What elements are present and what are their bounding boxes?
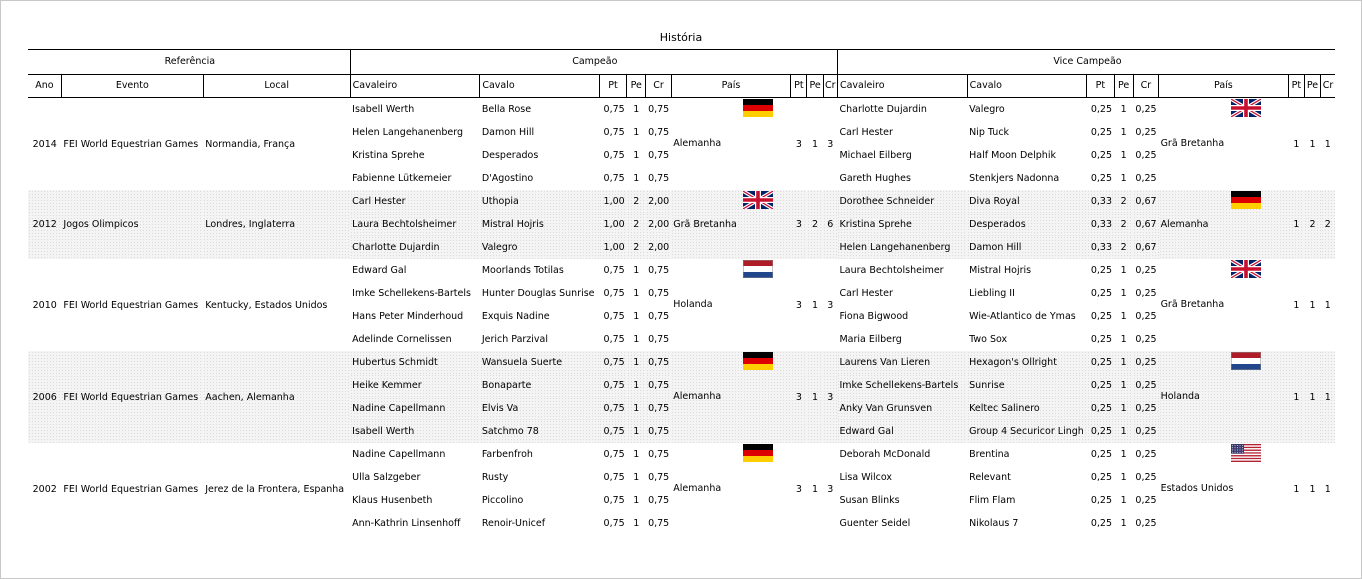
- cell-champion-pais-pe[interactable]: 1: [812, 483, 819, 495]
- cell-champion-pe[interactable]: 1: [633, 449, 640, 460]
- cell-vice-cr[interactable]: 0,25: [1135, 311, 1157, 322]
- cell-vice-cavalo[interactable]: Relevant: [969, 472, 1011, 483]
- cell-vice-cavalo[interactable]: Stenkjers Nadonna: [969, 173, 1060, 184]
- cell-champion-pt[interactable]: 0,75: [603, 334, 625, 345]
- cell-vice-pt[interactable]: 0,33: [1087, 213, 1114, 236]
- cell-champion-cavalo[interactable]: Satchmo 78: [480, 420, 600, 443]
- cell-champion-cavaleiro[interactable]: Nadine Capellmann: [352, 449, 446, 460]
- cell-champion-cr[interactable]: 0,75: [648, 449, 670, 460]
- cell-champion-pt[interactable]: 0,75: [603, 449, 625, 460]
- cell-champion-pt[interactable]: 0,75: [603, 311, 625, 322]
- cell-champion-pe[interactable]: 1: [633, 104, 640, 115]
- cell-champion-cavalo[interactable]: Desperados: [481, 150, 539, 161]
- cell-vice-pe[interactable]: 1: [1120, 150, 1127, 161]
- cell-champion-cavaleiro[interactable]: Isabell Werth: [352, 104, 415, 115]
- cell-champion-pt[interactable]: 0,75: [599, 397, 626, 420]
- country-name: Holanda: [1160, 391, 1200, 402]
- cell-champion-cr[interactable]: 0,75: [648, 150, 670, 161]
- country-name: Grã Bretanha: [1160, 299, 1225, 310]
- cell-champion-cr[interactable]: 0,75: [648, 472, 670, 483]
- cell-vice-pt[interactable]: 0,25: [1090, 518, 1113, 529]
- cell-champion-pais-pt[interactable]: 3: [791, 190, 807, 259]
- table-row: [28, 259, 1335, 282]
- col-champion-pais-cr-header: Cr: [823, 75, 837, 98]
- cell-champion-pt[interactable]: 0,75: [603, 150, 625, 161]
- cell-vice-pais-cr[interactable]: 1: [1324, 138, 1331, 150]
- cell-ano[interactable]: 2014: [32, 138, 57, 150]
- cell-vice-cr[interactable]: 0,25: [1135, 104, 1157, 115]
- flag-icon-uk: [1231, 260, 1261, 287]
- col-vice-pt-header: Pt: [1087, 75, 1114, 98]
- cell-champion-cavaleiro[interactable]: Nadine Capellmann: [350, 397, 480, 420]
- cell-champion-pe[interactable]: 1: [633, 334, 640, 345]
- cell-vice-cavaleiro[interactable]: Guenter Seidel: [839, 518, 911, 529]
- group-header-row: [28, 50, 1335, 75]
- cell-champion-pais-pe[interactable]: 1: [812, 138, 819, 150]
- cell-champion-pais-cr[interactable]: 3: [827, 138, 834, 150]
- cell-vice-cr[interactable]: 0,67: [1133, 190, 1158, 213]
- cell-vice-cavalo[interactable]: Nikolaus 7: [969, 518, 1019, 529]
- cell-champion-cr[interactable]: 0,75: [648, 518, 670, 529]
- table-title: História: [659, 31, 703, 44]
- cell-vice-cavaleiro[interactable]: Fiona Bigwood: [839, 311, 909, 322]
- flag-icon-germany: [743, 352, 773, 379]
- col-vice-cr-header: Cr: [1133, 75, 1158, 98]
- cell-champion-cr[interactable]: 0,75: [648, 173, 670, 184]
- cell-vice-pe[interactable]: 1: [1120, 265, 1127, 276]
- cell-vice-pais[interactable]: [1159, 190, 1289, 259]
- cell-vice-pais[interactable]: [1159, 351, 1289, 443]
- cell-evento[interactable]: FEI World Equestrian Games: [61, 351, 203, 443]
- cell-vice-pt[interactable]: 0,25: [1090, 127, 1113, 138]
- cell-champion-cavalo[interactable]: Renoir-Unicef: [481, 518, 546, 529]
- cell-vice-pais-cr[interactable]: 1: [1321, 351, 1335, 443]
- cell-champion-cavalo[interactable]: Bella Rose: [481, 104, 532, 115]
- cell-vice-pais-pe[interactable]: 1: [1309, 483, 1316, 495]
- cell-champion-pais[interactable]: [671, 98, 791, 191]
- group-campeao-header: Campeão: [350, 50, 837, 75]
- country-name: Alemanha: [673, 391, 722, 402]
- cell-vice-cavaleiro[interactable]: Kristina Sprehe: [837, 213, 967, 236]
- cell-champion-pais[interactable]: [671, 443, 791, 535]
- cell-vice-pais-pe[interactable]: 1: [1304, 351, 1320, 443]
- cell-champion-pe[interactable]: 2: [627, 213, 646, 236]
- cell-champion-cavalo[interactable]: Exquis Nadine: [481, 311, 550, 322]
- cell-champion-pt[interactable]: 0,75: [599, 351, 626, 374]
- country-name: Holanda: [673, 299, 713, 310]
- cell-vice-cr[interactable]: 0,25: [1135, 334, 1157, 345]
- cell-vice-pe[interactable]: 1: [1120, 173, 1127, 184]
- cell-champion-pais[interactable]: [671, 351, 791, 443]
- cell-champion-pais-pe[interactable]: 1: [807, 351, 823, 443]
- cell-champion-cavalo[interactable]: D'Agostino: [481, 173, 534, 184]
- cell-vice-cavalo[interactable]: Nip Tuck: [969, 127, 1010, 138]
- cell-vice-pe[interactable]: 1: [1120, 472, 1127, 483]
- cell-vice-pe[interactable]: 1: [1114, 420, 1133, 443]
- flag-icon-uk: [1231, 99, 1261, 126]
- cell-vice-pe[interactable]: 1: [1120, 334, 1127, 345]
- cell-vice-cavaleiro[interactable]: Susan Blinks: [839, 495, 900, 506]
- cell-champion-pt[interactable]: 0,75: [603, 472, 625, 483]
- cell-champion-pais-pt[interactable]: 3: [795, 483, 802, 495]
- cell-vice-pt[interactable]: 0,25: [1090, 288, 1113, 299]
- cell-local[interactable]: Kentucky, Estados Unidos: [205, 299, 328, 311]
- cell-vice-cavaleiro[interactable]: Gareth Hughes: [839, 173, 911, 184]
- cell-vice-pe[interactable]: 1: [1114, 397, 1133, 420]
- cell-vice-pais-pt[interactable]: 1: [1288, 351, 1304, 443]
- cell-vice-pt[interactable]: 0,25: [1090, 495, 1113, 506]
- cell-vice-pt[interactable]: 0,25: [1087, 397, 1114, 420]
- cell-champion-cavaleiro[interactable]: Charlotte Dujardin: [350, 236, 480, 259]
- cell-champion-pe[interactable]: 1: [633, 288, 640, 299]
- cell-ano[interactable]: 2012: [28, 190, 61, 259]
- cell-vice-cavaleiro[interactable]: Carl Hester: [839, 288, 893, 299]
- cell-vice-pais-pt[interactable]: 1: [1293, 483, 1300, 495]
- cell-champion-pt[interactable]: 0,75: [599, 420, 626, 443]
- cell-vice-cavaleiro[interactable]: Charlotte Dujardin: [839, 104, 927, 115]
- cell-vice-cavaleiro[interactable]: Lisa Wilcox: [839, 472, 893, 483]
- cell-champion-cavaleiro[interactable]: Carl Hester: [350, 190, 480, 213]
- cell-champion-pe[interactable]: 1: [633, 518, 640, 529]
- flag-icon-germany: [1231, 191, 1261, 218]
- cell-vice-cr[interactable]: 0,25: [1133, 351, 1158, 374]
- country-name: Alemanha: [673, 138, 722, 149]
- cell-champion-cavaleiro[interactable]: Edward Gal: [352, 265, 407, 276]
- cell-champion-pais[interactable]: [671, 259, 791, 351]
- country-name: Grã Bretanha: [1160, 138, 1225, 149]
- cell-vice-cr[interactable]: 0,25: [1135, 173, 1157, 184]
- cell-vice-pais-pe[interactable]: 2: [1304, 190, 1320, 259]
- cell-evento[interactable]: Jogos Olimpicos: [61, 190, 203, 259]
- cell-vice-pais-pt[interactable]: 1: [1288, 190, 1304, 259]
- cell-vice-cr[interactable]: 0,25: [1133, 374, 1158, 397]
- cell-champion-cr[interactable]: 0,75: [648, 334, 670, 345]
- cell-vice-cr[interactable]: 0,25: [1135, 449, 1157, 460]
- cell-champion-cavaleiro[interactable]: Isabell Werth: [350, 420, 480, 443]
- cell-champion-cr[interactable]: 2,00: [646, 236, 671, 259]
- flag-icon-uk: [743, 191, 773, 218]
- cell-vice-pe[interactable]: 1: [1114, 374, 1133, 397]
- col-vice-pe-header: Pe: [1114, 75, 1133, 98]
- table-row: [28, 190, 1335, 213]
- cell-vice-cavaleiro[interactable]: Edward Gal: [837, 420, 967, 443]
- cell-champion-cavalo[interactable]: Wansuela Suerte: [480, 351, 600, 374]
- cell-champion-pt[interactable]: 0,75: [603, 288, 625, 299]
- cell-champion-cr[interactable]: 0,75: [646, 397, 671, 420]
- cell-champion-pt[interactable]: 0,75: [603, 265, 625, 276]
- cell-vice-cr[interactable]: 0,25: [1135, 265, 1157, 276]
- cell-champion-cr[interactable]: 0,75: [646, 374, 671, 397]
- cell-champion-pt[interactable]: 0,75: [603, 173, 625, 184]
- cell-champion-cr[interactable]: 2,00: [646, 190, 671, 213]
- cell-vice-cavalo[interactable]: Wie-Atlantico de Ymas: [969, 311, 1076, 322]
- cell-vice-pais-cr[interactable]: 1: [1324, 299, 1331, 311]
- country-name: Alemanha: [1160, 218, 1209, 230]
- cell-vice-cavaleiro[interactable]: Anky Van Grunsven: [837, 397, 967, 420]
- cell-champion-pe[interactable]: 1: [633, 265, 640, 276]
- cell-vice-pais[interactable]: [1159, 443, 1289, 535]
- cell-champion-cavalo[interactable]: Piccolino: [481, 495, 524, 506]
- history-table: [28, 49, 1335, 535]
- cell-champion-cr[interactable]: 0,75: [648, 288, 670, 299]
- cell-champion-cavaleiro[interactable]: Kristina Sprehe: [352, 150, 425, 161]
- cell-vice-pais-pt[interactable]: 1: [1293, 299, 1300, 311]
- cell-vice-cavalo[interactable]: Flim Flam: [969, 495, 1016, 506]
- column-header-row: [28, 75, 1335, 98]
- cell-local[interactable]: Normandia, França: [205, 138, 296, 150]
- cell-vice-pt[interactable]: 0,25: [1087, 420, 1114, 443]
- cell-vice-pt[interactable]: 0,25: [1090, 265, 1113, 276]
- cell-vice-cr[interactable]: 0,25: [1133, 397, 1158, 420]
- cell-evento[interactable]: FEI World Equestrian Games: [63, 299, 199, 311]
- col-champion-pais-pt-header: Pt: [791, 75, 807, 98]
- cell-vice-pais-pt[interactable]: 1: [1293, 138, 1300, 150]
- cell-champion-pe[interactable]: 2: [627, 190, 646, 213]
- cell-vice-pt[interactable]: 0,25: [1090, 173, 1113, 184]
- cell-champion-cavaleiro[interactable]: Imke Schellekens-Bartels: [352, 288, 471, 299]
- cell-champion-pt[interactable]: 0,75: [603, 127, 625, 138]
- cell-champion-cavaleiro[interactable]: Heike Kemmer: [350, 374, 480, 397]
- col-champion-pe-header: Pe: [627, 75, 646, 98]
- cell-local[interactable]: Aachen, Alemanha: [203, 351, 350, 443]
- cell-champion-cavaleiro[interactable]: Adelinde Cornelissen: [352, 334, 452, 345]
- cell-champion-cr[interactable]: 0,75: [648, 265, 670, 276]
- cell-champion-cr[interactable]: 0,75: [648, 495, 670, 506]
- cell-vice-pt[interactable]: 0,25: [1087, 374, 1114, 397]
- col-champion-cavaleiro-header: Cavaleiro: [350, 75, 480, 98]
- cell-champion-cavalo[interactable]: Farbenfroh: [481, 449, 533, 460]
- cell-champion-cr[interactable]: 2,00: [646, 213, 671, 236]
- cell-champion-cavaleiro[interactable]: Ann-Kathrin Linsenhoff: [352, 518, 461, 529]
- cell-champion-cavalo[interactable]: Valegro: [480, 236, 600, 259]
- col-ano-header: Ano: [28, 75, 61, 98]
- cell-vice-pe[interactable]: 1: [1120, 518, 1127, 529]
- cell-vice-cavalo[interactable]: Liebling II: [969, 288, 1015, 299]
- flag-icon-usa: [1231, 444, 1261, 471]
- cell-vice-pe[interactable]: 1: [1120, 311, 1127, 322]
- country-name: Alemanha: [673, 483, 722, 494]
- cell-vice-cr[interactable]: 0,25: [1135, 518, 1157, 529]
- col-champion-pais-pe-header: Pe: [807, 75, 823, 98]
- col-vice-pais-cr-header: Cr: [1321, 75, 1335, 98]
- cell-champion-cr[interactable]: 0,75: [648, 311, 670, 322]
- cell-champion-pais-pt[interactable]: 3: [795, 138, 802, 150]
- cell-champion-pt[interactable]: 0,75: [603, 104, 625, 115]
- cell-vice-pt[interactable]: 0,25: [1090, 472, 1113, 483]
- cell-champion-pe[interactable]: 1: [633, 495, 640, 506]
- group-referencia-header: Referência: [28, 50, 350, 75]
- cell-vice-cavalo[interactable]: Brentina: [969, 449, 1010, 460]
- cell-vice-pe[interactable]: 2: [1114, 236, 1133, 259]
- col-champion-pt-header: Pt: [599, 75, 626, 98]
- cell-vice-cavaleiro[interactable]: Laura Bechtolsheimer: [839, 265, 944, 276]
- cell-ano[interactable]: 2006: [28, 351, 61, 443]
- cell-vice-cavalo[interactable]: Mistral Hojris: [969, 265, 1032, 276]
- cell-champion-pe[interactable]: 1: [627, 397, 646, 420]
- cell-evento[interactable]: FEI World Equestrian Games: [63, 138, 199, 150]
- cell-champion-cavalo[interactable]: Uthopia: [480, 190, 600, 213]
- col-local-header: Local: [203, 75, 350, 98]
- cell-champion-pt[interactable]: 1,00: [599, 190, 626, 213]
- cell-champion-cavaleiro[interactable]: Klaus Husenbeth: [352, 495, 433, 506]
- cell-vice-cr[interactable]: 0,25: [1135, 288, 1157, 299]
- cell-vice-pais[interactable]: [1159, 98, 1289, 191]
- flag-icon-germany: [743, 444, 773, 471]
- col-vice-pais-pe-header: Pe: [1304, 75, 1320, 98]
- cell-local[interactable]: Londres, Inglaterra: [203, 190, 350, 259]
- cell-ano[interactable]: 2002: [32, 483, 57, 495]
- cell-vice-cavalo[interactable]: Keltec Salinero: [967, 397, 1087, 420]
- cell-champion-cr[interactable]: 0,75: [648, 104, 670, 115]
- cell-champion-cavaleiro[interactable]: Laura Bechtolsheimer: [350, 213, 480, 236]
- cell-vice-cavalo[interactable]: Sunrise: [967, 374, 1087, 397]
- col-vice-cavalo-header: Cavalo: [967, 75, 1087, 98]
- cell-champion-pe[interactable]: 1: [633, 311, 640, 322]
- cell-vice-pe[interactable]: 2: [1114, 213, 1133, 236]
- cell-vice-cavalo[interactable]: Group 4 Securicor Lingh: [967, 420, 1087, 443]
- cell-champion-pe[interactable]: 1: [633, 150, 640, 161]
- cell-champion-cavalo[interactable]: Bonaparte: [480, 374, 600, 397]
- cell-vice-cavaleiro[interactable]: Imke Schellekens-Bartels: [837, 374, 967, 397]
- cell-champion-pe[interactable]: 1: [633, 472, 640, 483]
- cell-champion-pt[interactable]: 0,75: [603, 495, 625, 506]
- cell-champion-cavalo[interactable]: Hunter Douglas Sunrise: [481, 288, 595, 299]
- cell-champion-cavaleiro[interactable]: Hubertus Schmidt: [350, 351, 480, 374]
- cell-vice-pais-cr[interactable]: 1: [1324, 483, 1331, 495]
- cell-champion-pt[interactable]: 0,75: [599, 374, 626, 397]
- col-vice-pais-pt-header: Pt: [1288, 75, 1304, 98]
- country-name: Estados Unidos: [1160, 483, 1234, 494]
- cell-vice-pt[interactable]: 0,25: [1090, 334, 1113, 345]
- col-vice-cavaleiro-header: Cavaleiro: [837, 75, 967, 98]
- cell-local[interactable]: Jerez de la Frontera, Espanha: [205, 483, 345, 495]
- cell-champion-pais-pe[interactable]: 1: [812, 299, 819, 311]
- cell-vice-pt[interactable]: 0,25: [1087, 351, 1114, 374]
- table-row: [28, 98, 1335, 122]
- cell-champion-cr[interactable]: 0,75: [648, 127, 670, 138]
- cell-champion-cavalo[interactable]: Rusty: [481, 472, 509, 483]
- cell-champion-pais[interactable]: [671, 190, 791, 259]
- group-vice-header: Vice Campeão: [837, 50, 1335, 75]
- cell-vice-cavalo[interactable]: Damon Hill: [967, 236, 1087, 259]
- cell-champion-pais-cr[interactable]: 3: [827, 299, 834, 311]
- cell-champion-cavaleiro[interactable]: Helen Langehanenberg: [352, 127, 464, 138]
- cell-vice-pais[interactable]: [1159, 259, 1289, 351]
- cell-champion-pe[interactable]: 1: [633, 173, 640, 184]
- cell-champion-cavalo[interactable]: Elvis Va: [480, 397, 600, 420]
- history-table-body: [28, 98, 1335, 536]
- cell-vice-pe[interactable]: 1: [1114, 351, 1133, 374]
- cell-champion-cavaleiro[interactable]: Fabienne Lütkemeier: [352, 173, 452, 184]
- cell-vice-pais-pe[interactable]: 1: [1309, 299, 1316, 311]
- cell-vice-cr[interactable]: 0,67: [1133, 213, 1158, 236]
- cell-vice-cr[interactable]: 0,25: [1135, 150, 1157, 161]
- cell-vice-cavalo[interactable]: Half Moon Delphik: [969, 150, 1056, 161]
- cell-champion-cavalo[interactable]: Jerich Parzival: [481, 334, 549, 345]
- cell-champion-pe[interactable]: 1: [627, 420, 646, 443]
- cell-champion-pe[interactable]: 2: [627, 236, 646, 259]
- cell-vice-cr[interactable]: 0,25: [1135, 495, 1157, 506]
- cell-champion-cavalo[interactable]: Mistral Hojris: [480, 213, 600, 236]
- cell-vice-cavaleiro[interactable]: Maria Eilberg: [839, 334, 902, 345]
- cell-vice-cavalo[interactable]: Two Sox: [969, 334, 1008, 345]
- cell-champion-cavaleiro[interactable]: Ulla Salzgeber: [352, 472, 421, 483]
- cell-vice-pe[interactable]: 1: [1120, 104, 1127, 115]
- cell-vice-pt[interactable]: 0,25: [1090, 104, 1113, 115]
- flag-icon-germany: [743, 99, 773, 126]
- cell-champion-pt[interactable]: 0,75: [603, 518, 625, 529]
- col-champion-pais-header: País: [671, 75, 791, 98]
- cell-vice-pt[interactable]: 0,33: [1087, 236, 1114, 259]
- cell-vice-cavalo[interactable]: Hexagon's Ollright: [967, 351, 1087, 374]
- cell-vice-pt[interactable]: 0,25: [1090, 150, 1113, 161]
- cell-champion-cavalo[interactable]: Moorlands Totilas: [481, 265, 564, 276]
- cell-champion-pais-pe[interactable]: 2: [807, 190, 823, 259]
- table-row: [28, 443, 1335, 466]
- cell-champion-cavaleiro[interactable]: Hans Peter Minderhoud: [352, 311, 464, 322]
- col-champion-cavalo-header: Cavalo: [480, 75, 600, 98]
- table-row: [28, 351, 1335, 374]
- cell-champion-cr[interactable]: 0,75: [646, 420, 671, 443]
- cell-champion-pais-cr[interactable]: 3: [823, 351, 837, 443]
- cell-vice-cavalo[interactable]: Diva Royal: [967, 190, 1087, 213]
- cell-champion-pe[interactable]: 1: [633, 127, 640, 138]
- cell-champion-pt[interactable]: 1,00: [599, 213, 626, 236]
- cell-vice-cavalo[interactable]: Desperados: [967, 213, 1087, 236]
- cell-vice-cr[interactable]: 0,25: [1133, 420, 1158, 443]
- cell-evento[interactable]: FEI World Equestrian Games: [63, 483, 199, 495]
- cell-vice-cavaleiro[interactable]: Dorothee Schneider: [837, 190, 967, 213]
- cell-champion-cr[interactable]: 0,75: [646, 351, 671, 374]
- cell-vice-cavalo[interactable]: Valegro: [969, 104, 1005, 115]
- col-evento-header: Evento: [61, 75, 203, 98]
- cell-vice-pt[interactable]: 0,25: [1090, 311, 1113, 322]
- cell-vice-cavaleiro[interactable]: Michael Eilberg: [839, 150, 912, 161]
- cell-vice-cavaleiro[interactable]: Carl Hester: [839, 127, 893, 138]
- country-name: Grã Bretanha: [673, 218, 737, 230]
- cell-vice-pt[interactable]: 0,33: [1087, 190, 1114, 213]
- flag-icon-netherlands: [1231, 352, 1261, 379]
- cell-vice-pe[interactable]: 1: [1120, 449, 1127, 460]
- cell-champion-pe[interactable]: 1: [627, 351, 646, 374]
- cell-vice-cr[interactable]: 0,67: [1133, 236, 1158, 259]
- cell-champion-pais-cr[interactable]: 3: [827, 483, 834, 495]
- cell-vice-pais-cr[interactable]: 2: [1321, 190, 1335, 259]
- cell-champion-pe[interactable]: 1: [627, 374, 646, 397]
- col-vice-pais-header: País: [1159, 75, 1289, 98]
- cell-vice-pe[interactable]: 1: [1120, 127, 1127, 138]
- cell-vice-pe[interactable]: 1: [1120, 495, 1127, 506]
- cell-vice-pt[interactable]: 0,25: [1090, 449, 1113, 460]
- cell-vice-pe[interactable]: 2: [1114, 190, 1133, 213]
- col-champion-cr-header: Cr: [646, 75, 671, 98]
- cell-vice-cavaleiro[interactable]: Helen Langehanenberg: [837, 236, 967, 259]
- cell-vice-cr[interactable]: 0,25: [1135, 472, 1157, 483]
- cell-vice-cavaleiro[interactable]: Laurens Van Lieren: [837, 351, 967, 374]
- cell-champion-cavalo[interactable]: Damon Hill: [481, 127, 535, 138]
- cell-vice-pais-pe[interactable]: 1: [1309, 138, 1316, 150]
- cell-champion-pais-pt[interactable]: 3: [791, 351, 807, 443]
- cell-vice-cavaleiro[interactable]: Deborah McDonald: [839, 449, 931, 460]
- flag-icon-netherlands: [743, 260, 773, 287]
- cell-vice-cr[interactable]: 0,25: [1135, 127, 1157, 138]
- cell-champion-pt[interactable]: 1,00: [599, 236, 626, 259]
- cell-ano[interactable]: 2010: [32, 299, 57, 311]
- cell-champion-pais-cr[interactable]: 6: [823, 190, 837, 259]
- cell-champion-pais-pt[interactable]: 3: [795, 299, 802, 311]
- cell-vice-pe[interactable]: 1: [1120, 288, 1127, 299]
